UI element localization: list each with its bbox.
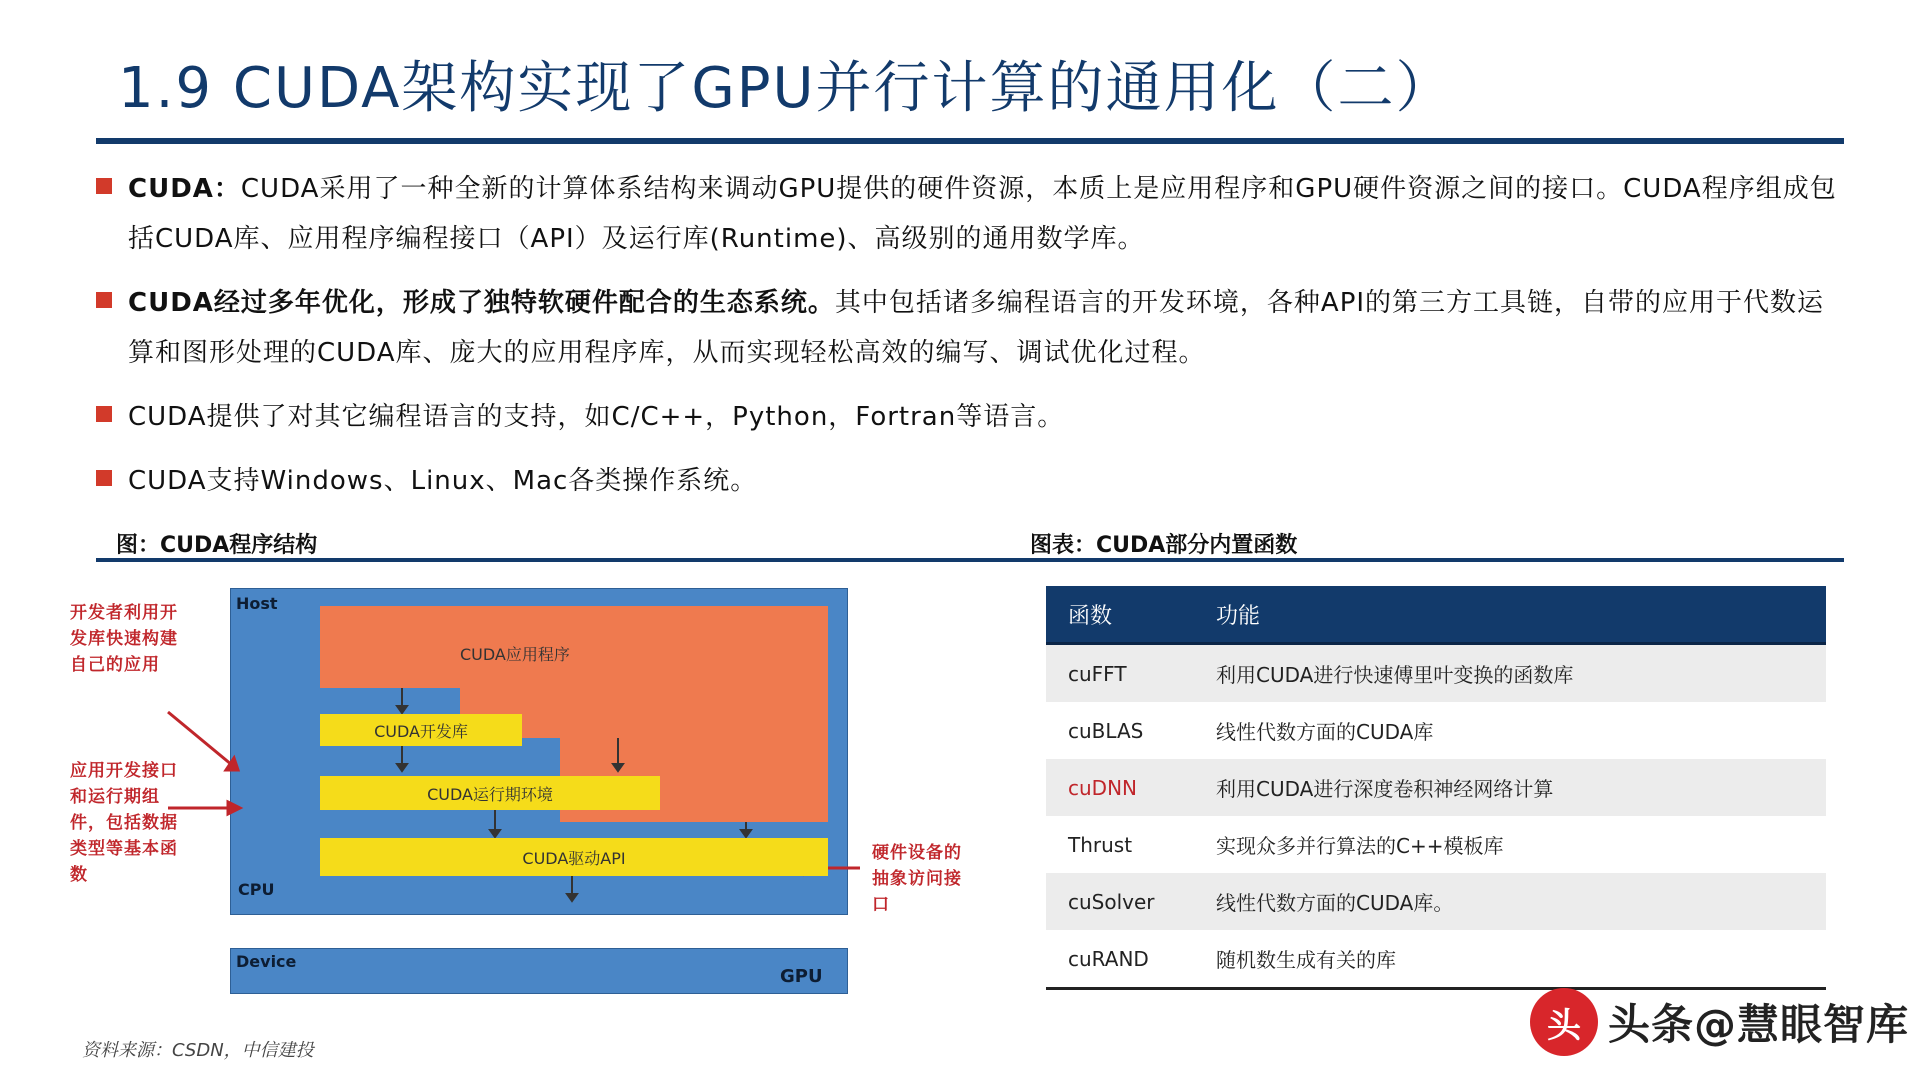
cell-desc: 线性代数方面的CUDA库 [1216,720,1434,744]
bullet-item [96,456,1846,506]
bullet-rest: CUDA采用了一种全新的计算体系结构来调动GPU提供的硬件资源，本质上是应用程序和GPU硬件资源之间的接口。CUDA程序组成包括CUDA库、应用程序编程接口（API）及运行库(Runtime)、高级别的通用数学库。 [128,174,1837,254]
cell-desc: 利用CUDA进行快速傅里叶变换的函数库 [1216,663,1574,687]
bullet-item [96,392,1846,442]
table-row [1046,930,1826,987]
gpu-label: GPU [780,966,823,987]
app-label: CUDA应用程序 [460,645,570,664]
device-box [230,948,848,994]
cell-name: cuDNN [1068,775,1137,800]
section-divider [96,558,1844,562]
bullet-square-icon [96,406,112,422]
table-row [1046,645,1826,702]
bullet-item [96,164,1846,264]
cell-desc: 利用CUDA进行深度卷积神经网络计算 [1216,777,1554,801]
bullet-rest: CUDA支持Windows、Linux、Mac各类操作系统。 [128,466,758,496]
bullet-text [128,164,1846,264]
bullet-bold: CUDA： [128,174,241,204]
header-feature: 功能 [1216,603,1261,629]
bullet-text [128,278,1846,378]
bullet-item [96,278,1846,378]
table-row [1046,873,1826,930]
table-row [1046,702,1826,759]
cpu-label: CPU [238,880,275,899]
annotation-runtime: 应用开发接口和运行期组件，包括数据类型等基本函数 [70,761,178,885]
runtime-box: CUDA运行期环境 [320,776,660,810]
bullet-text [128,392,1846,442]
bullet-square-icon [96,292,112,308]
lib-box: CUDA开发库 [320,714,522,746]
page-title: 1.9 CUDA架构实现了GPU并行计算的通用化（二） [118,56,1454,121]
cell-desc: 实现众多并行算法的C++模板库 [1216,834,1504,858]
watermark [1530,988,1909,1056]
cell-name: Thrust [1068,832,1133,857]
table-label: 图表：CUDA部分内置函数 [1030,533,1298,558]
table-row [1046,759,1826,816]
driver-box: CUDA驱动API [320,838,828,876]
cell-name: cuRAND [1068,946,1149,971]
bullet-square-icon [96,178,112,194]
bullet-text [128,456,1846,506]
cell-desc: 线性代数方面的CUDA库。 [1216,891,1454,915]
table-row [1046,816,1826,873]
bullet-square-icon [96,470,112,486]
cell-name: cuFFT [1068,661,1127,686]
source-note: 资料来源：CSDN，中信建投 [82,1040,314,1061]
host-label: Host [236,594,278,613]
cell-name: cuBLAS [1068,718,1144,743]
table-header [1046,586,1826,645]
header-function: 函数 [1068,603,1113,629]
cell-name: cuSolver [1068,889,1155,914]
bullet-bold: CUDA经过多年优化，形成了独特软硬件配合的生态系统。 [128,288,835,318]
watermark-text: 头条@慧眼智库 [1608,1000,1910,1049]
functions-table [1046,586,1826,990]
figure-label: 图：CUDA程序结构 [116,533,318,558]
bullet-rest: 其中包括诸多编程语言的开发环境，各种API的第三方工具链，自带的应用于代数运算和图形处理的CUDA库、庞大的应用程序库，从而实现轻松高效的编写、调试优化过程。 [128,288,1825,368]
watermark-badge-icon: 头 [1530,988,1598,1056]
title-divider [96,138,1844,144]
bullet-list [96,164,1846,520]
cuda-structure-diagram [60,580,1010,1000]
cell-desc: 随机数生成有关的库 [1216,948,1396,972]
annotation-dev-libs: 开发者利用开发库快速构建自己的应用 [70,603,178,675]
device-label: Device [236,952,297,971]
annotation-driver: 硬件设备的抽象访问接口 [872,843,962,915]
bullet-rest: CUDA提供了对其它编程语言的支持，如C/C++，Python，Fortran等语言。 [128,402,1065,432]
